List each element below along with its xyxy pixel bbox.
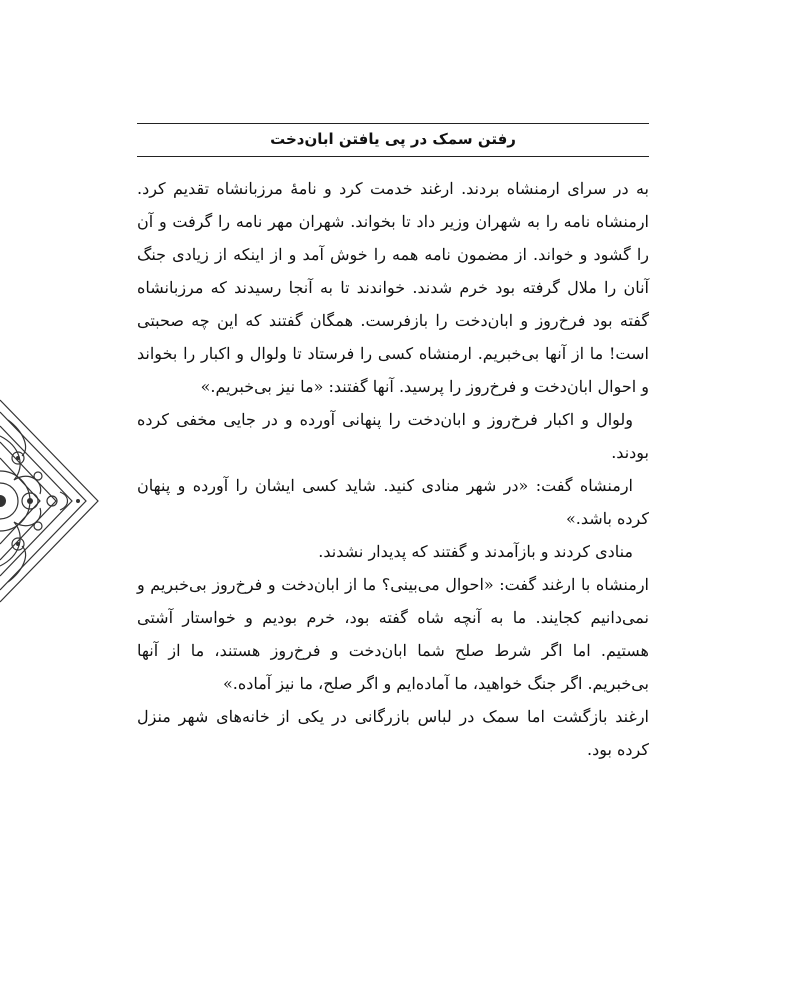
paragraph: به در سرای ارمنشاه بردند. ارغند خدمت کرد و نامهٔ مرزبانشاه تقدیم کرد. ارمنشاه نامه را به شهران وزیر داد تا بخواند. شهران مهر نامه را گرفت و آن را گشود و خواند. از مضمون نامه همه را خوش آمد و از اینکه از زیادی جنگ آنان را ملال گرفته بود خرم شدند. خواندند تا به آنجا رسیدند که مرزبانشاه گفته بود فرخ‌روز و ابان‌دخت را بازفرست. همگان گفتند که این چه صحبتی است! ما از آنها بی‌خبریم. ارمنشاه کسی را فرستاد تا ولوال و اکبار را بخواند و احوال ابان‌دخت و فرخ‌روز را پرسید. آنها گفتند: «ما نیز بی‌خبریم.» [137,179,649,396]
paragraph: ولوال و اکبار فرخ‌روز و ابان‌دخت را پنهانی آورده و در جایی مخفی کرده بودند. [137,410,649,462]
paragraph: منادی کردند و بازآمدند و گفتند که پدیدار نشدند. [318,542,633,561]
header-rule-bottom [137,156,649,157]
arabesque-diamond-icon [0,396,100,606]
body-text [137,172,649,766]
paragraph: ارمنشاه با ارغند گفت: «احوال می‌بینی؟ ما از ابان‌دخت و فرخ‌روز بی‌خبریم و نمی‌دانیم کجایند. ما به آنچه شاه گفته بود، خرم بودیم و خواستار آشتی هستیم. اما اگر شرط صلح شما ابان‌دخت و فرخ‌روز هستند، ما از آنها بی‌خبریم. اگر جنگ خواهید، ما آماده‌ایم و اگر صلح، ما نیز آماده.» [137,575,649,693]
paragraph: ارمنشاه گفت: «در شهر منادی کنید. شاید کسی ایشان را آورده و پنهان کرده باشد.» [137,476,649,528]
paragraph: ارغند بازگشت اما سمک در لباس بازرگانی در یکی از خانه‌های شهر منزل کرده بود. [137,707,649,759]
header-rule-top [137,123,649,124]
running-head: رفتن سمک در پی یافتن ابان‌دخت [270,130,516,148]
